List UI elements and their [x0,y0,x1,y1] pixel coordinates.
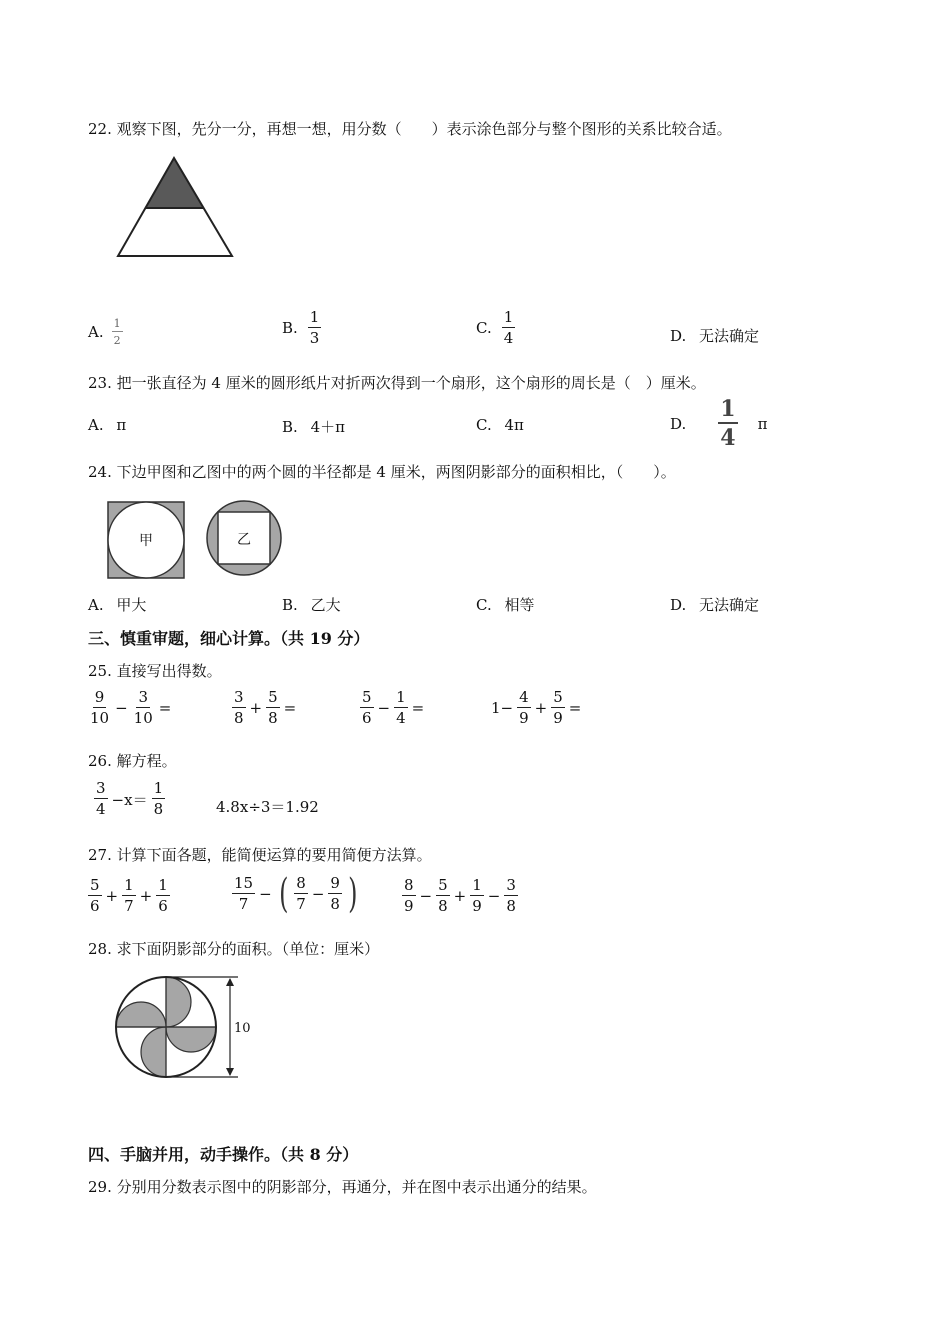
triangle-shaded-top [146,158,204,208]
dimension-label: 10 [234,1021,251,1036]
q25-expr-3: $\frac{5}{6}$ − $\frac{1}{4}$ = [362,688,425,727]
petal-top [166,977,191,1027]
q23-option-c[interactable]: C. 4π [476,416,524,434]
petal-left [116,1002,166,1027]
q25-expr-4: 1− $\frac{4}{9}$ + $\frac{5}{9}$ = [491,688,582,727]
petal-bottom [141,1027,166,1077]
q27-expr-1: $\frac{5}{6}$ + $\frac{1}{7}$ + $\frac{1}{6}$ [90,876,168,915]
q29-text: 29. 分别用分数表示图中的阴影部分，再通分，并在图中表示出通分的结果。 [88,1178,597,1196]
q26-text: 26. 解方程。 [88,752,177,770]
yi-label: 乙 [237,532,251,548]
fraction: $\frac{1}{4}$ [503,308,514,347]
q27-expr-3: $\frac{8}{9}$ − $\frac{5}{8}$ + $\frac{1}{9}$ − $\frac{3}{8}$ [404,876,516,915]
figure-jia [108,502,184,578]
q24-text: 24. 下边甲图和乙图中的两个圆的半径都是 4 厘米，两图阴影部分的面积相比，（ ）。 [88,463,676,481]
q28-text: 28. 求下面阴影部分的面积。（单位：厘米） [88,940,380,958]
q23-option-a[interactable]: A. π [88,416,127,434]
petal-right [166,1027,216,1052]
q23-text: 23. 把一张直径为 4 厘米的圆形纸片对折两次得到一个扇形，这个扇形的周长是（ ）厘米。 [88,374,706,392]
q26-equation-2: 4.8x÷3＝1.92 [216,798,319,816]
q24-option-c[interactable]: C. 相等 [476,596,535,614]
fraction: $\frac{1}{2}$ [113,317,121,347]
q24-option-b[interactable]: B. 乙大 [282,596,341,614]
q27-text: 27. 计算下面各题，能简便运算的要用简便方法算。 [88,846,432,864]
figure-yi [207,501,281,575]
q24-option-d[interactable]: D. 无法确定 [670,596,760,614]
fraction: $\frac{1}{3}$ [309,308,320,347]
q27-expr-2: $\frac{15}{7}$ − ( $\frac{8}{7}$ − $\frac{9}{8}$ ) [234,871,358,917]
q28-pinwheel-figure [108,970,258,1086]
q25-expr-1: $\frac{9}{10}$ − $\frac{3}{10}$ = [90,688,172,727]
q23-option-d[interactable]: D. $\frac{1}{4}$ π [670,396,768,451]
q22-option-a[interactable]: A. $\frac{1}{2}$ [88,317,121,347]
q22-option-b[interactable]: B. $\frac{1}{3}$ [282,308,320,347]
q24-figures [104,498,286,582]
q22-option-d[interactable]: D. 无法确定 [670,327,760,345]
section4-title: 四、手脑并用，动手操作。（共 8 分） [88,1145,359,1164]
q22-triangle-figure [112,152,238,262]
q22-text: 22. 观察下图，先分一分，再想一想，用分数（ ）表示涂色部分与整个图形的关系比较合适。 [88,120,732,138]
q24-option-a[interactable]: A. 甲大 [88,596,147,614]
section3-title: 三、慎重审题，细心计算。（共 19 分） [88,629,370,648]
q25-expr-2: $\frac{3}{8}$ + $\frac{5}{8}$ = [234,688,297,727]
q26-equation-1: $\frac{3}{4}$ −x＝ $\frac{1}{8}$ [96,779,164,818]
q23-option-b[interactable]: B. 4＋π [282,418,345,436]
jia-label: 甲 [139,533,153,549]
q22-option-c[interactable]: C. $\frac{1}{4}$ [476,308,514,347]
q25-text: 25. 直接写出得数。 [88,662,222,680]
fraction: $\frac{1}{4}$ [720,396,736,451]
